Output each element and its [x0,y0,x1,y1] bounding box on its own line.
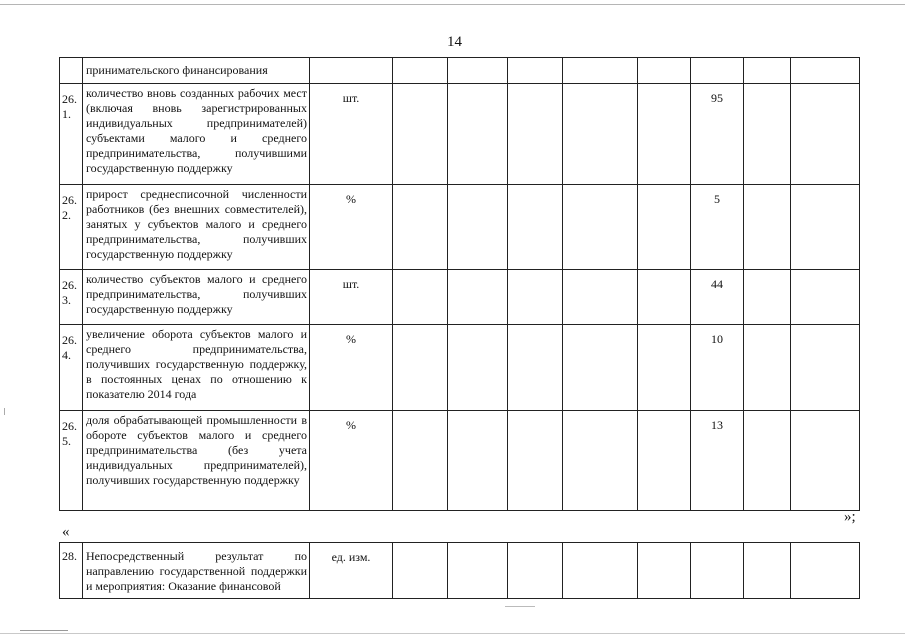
row-number: 26. 5. [60,411,83,511]
indicator-text: Непосредственный результат по направлению государственной поддержки и мероприятия: Оказание финансовой [83,543,310,599]
value-cell [691,58,744,84]
row-number [60,58,83,84]
bottom-scan-line [0,633,905,634]
indicator-text: количество вновь созданных рабочих мест (включая вновь зарегистрированных индивидуальных предпринимателей) субъектами малого и среднего предпринимательства, получившими государственную поддержку [83,84,310,185]
table-row [60,84,860,185]
unit-cell: шт. [310,270,393,325]
value-cell: 95 [691,84,744,185]
table-row [60,325,860,411]
unit-cell: % [310,325,393,411]
result-table [59,542,860,599]
value-cell: 13 [691,411,744,511]
table-row [60,58,860,84]
unit-cell: % [310,411,393,511]
table-row [60,411,860,511]
unit-cell [310,58,393,84]
indicator-text: принимательского финансирования [83,58,310,84]
value-cell: 44 [691,270,744,325]
indicators-table [59,57,860,511]
row-number: 26. 1. [60,84,83,185]
table-row [60,270,860,325]
top-scan-line [0,4,905,5]
row-number: 26. 3. [60,270,83,325]
page-number: 14 [447,34,462,50]
closing-quote: »; [844,509,856,525]
table-row [60,185,860,270]
indicator-text: доля обрабатывающей промышленности в обороте субъектов малого и среднего предпринимательства (без учета индивидуальных предпринимателей), получивших государственную поддержку [83,411,310,511]
table-row [60,543,860,599]
unit-cell: шт. [310,84,393,185]
row-number: 28. [60,543,83,599]
unit-cell: % [310,185,393,270]
indicator-text: прирост среднесписочной численности работников (без внешних совместителей), занятых у субъектов малого и среднего предпринимательства, получивших государственную поддержку [83,185,310,270]
opening-quote: « [62,524,70,540]
scan-mark [20,630,68,631]
row-number: 26. 4. [60,325,83,411]
margin-mark [4,408,5,415]
value-cell: 10 [691,325,744,411]
indicator-text: количество субъектов малого и среднего предпринимательства, получивших государственную поддержку [83,270,310,325]
value-cell: 5 [691,185,744,270]
unit-cell: ед. изм. [310,543,393,599]
row-number: 26. 2. [60,185,83,270]
indicator-text: увеличение оборота субъектов малого и среднего предпринимательства, получивших государственную поддержку, в постоянных ценах по отношению к показателю 2014 года [83,325,310,411]
scan-mark [505,606,535,607]
